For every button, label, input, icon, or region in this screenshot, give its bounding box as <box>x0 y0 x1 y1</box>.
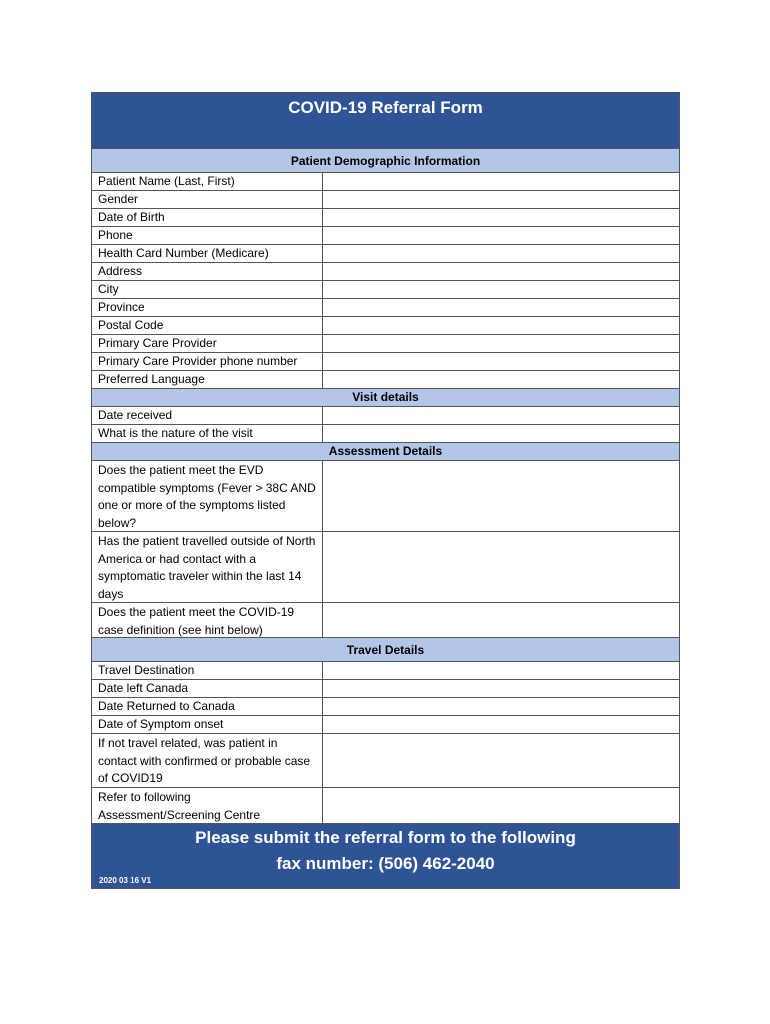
field-input-case-definition[interactable] <box>323 603 679 637</box>
field-label: If not travel related, was patient in contact with confirmed or probable case of COVID19 <box>92 734 323 787</box>
field-label: Postal Code <box>92 317 323 334</box>
field-label: Preferred Language <box>92 371 323 388</box>
field-input-refer-centre[interactable] <box>323 788 679 823</box>
field-row-case-definition <box>92 603 679 638</box>
field-label: Province <box>92 299 323 316</box>
field-label: Date received <box>92 407 323 424</box>
field-input-travel-contact[interactable] <box>323 532 679 602</box>
field-row-symptom-onset <box>92 716 679 734</box>
field-row-evd-symptoms <box>92 461 679 532</box>
field-row-provider-phone <box>92 353 679 371</box>
field-input-evd-symptoms[interactable] <box>323 461 679 531</box>
field-input-visit-nature[interactable] <box>323 425 679 442</box>
field-label: Date Returned to Canada <box>92 698 323 715</box>
field-row-province <box>92 299 679 317</box>
referral-form <box>91 92 680 889</box>
form-title: COVID-19 Referral Form <box>288 98 483 117</box>
field-input-postal-code[interactable] <box>323 317 679 334</box>
field-input-primary-care-provider[interactable] <box>323 335 679 352</box>
field-label: Date of Birth <box>92 209 323 226</box>
fax-instructions <box>92 824 679 877</box>
fax-instruction-line2: fax number: (506) 462-2040 <box>276 854 495 873</box>
field-row-visit-nature <box>92 425 679 443</box>
field-row-date-received <box>92 407 679 425</box>
field-input-city[interactable] <box>323 281 679 298</box>
field-input-date-returned[interactable] <box>323 698 679 715</box>
field-label: Does the patient meet the EVD compatible symptoms (Fever > 38C AND one or more of the symptoms listed below? <box>92 461 323 531</box>
field-row-refer-centre <box>92 788 679 824</box>
field-row-travel-destination <box>92 662 679 680</box>
field-row-city <box>92 281 679 299</box>
field-label: Does the patient meet the COVID-19 case definition (see hint below) <box>92 603 323 637</box>
section-header-assessment: Assessment Details <box>92 443 679 461</box>
field-input-patient-name[interactable] <box>323 173 679 190</box>
field-row-contact-confirmed-case <box>92 734 679 788</box>
field-input-phone[interactable] <box>323 227 679 244</box>
form-footer <box>92 824 679 888</box>
field-row-gender <box>92 191 679 209</box>
field-label: Refer to following Assessment/Screening Centre <box>92 788 323 823</box>
field-input-preferred-language[interactable] <box>323 371 679 388</box>
field-row-primary-care-provider <box>92 335 679 353</box>
field-label: What is the nature of the visit <box>92 425 323 442</box>
field-input-address[interactable] <box>323 263 679 280</box>
field-row-health-card <box>92 245 679 263</box>
field-label: Date of Symptom onset <box>92 716 323 733</box>
field-label: Date left Canada <box>92 680 323 697</box>
field-row-date-left-canada <box>92 680 679 698</box>
field-row-travel-contact <box>92 532 679 603</box>
field-row-date-returned <box>92 698 679 716</box>
field-input-gender[interactable] <box>323 191 679 208</box>
field-label: Gender <box>92 191 323 208</box>
section-header-travel: Travel Details <box>92 638 679 662</box>
form-title-bar <box>92 93 679 149</box>
field-row-phone <box>92 227 679 245</box>
field-label: Patient Name (Last, First) <box>92 173 323 190</box>
field-input-symptom-onset[interactable] <box>323 716 679 733</box>
field-input-date-left-canada[interactable] <box>323 680 679 697</box>
field-row-patient-name <box>92 173 679 191</box>
field-input-contact-confirmed-case[interactable] <box>323 734 679 787</box>
field-label: City <box>92 281 323 298</box>
version-label: 2020 03 16 V1 <box>99 876 152 885</box>
field-row-postal-code <box>92 317 679 335</box>
field-row-address <box>92 263 679 281</box>
field-label: Health Card Number (Medicare) <box>92 245 323 262</box>
field-label: Primary Care Provider <box>92 335 323 352</box>
field-row-dob <box>92 209 679 227</box>
field-label: Phone <box>92 227 323 244</box>
field-input-dob[interactable] <box>323 209 679 226</box>
field-label: Has the patient travelled outside of North America or had contact with a symptomatic traveler within the last 14 days <box>92 532 323 602</box>
field-input-provider-phone[interactable] <box>323 353 679 370</box>
field-label: Primary Care Provider phone number <box>92 353 323 370</box>
fax-instruction-line1: Please submit the referral form to the following <box>195 828 576 847</box>
field-input-health-card[interactable] <box>323 245 679 262</box>
field-row-preferred-language <box>92 371 679 389</box>
section-header-visit: Visit details <box>92 389 679 407</box>
section-header-demographics: Patient Demographic Information <box>92 149 679 173</box>
field-label: Address <box>92 263 323 280</box>
field-input-travel-destination[interactable] <box>323 662 679 679</box>
field-input-date-received[interactable] <box>323 407 679 424</box>
field-input-province[interactable] <box>323 299 679 316</box>
field-label: Travel Destination <box>92 662 323 679</box>
